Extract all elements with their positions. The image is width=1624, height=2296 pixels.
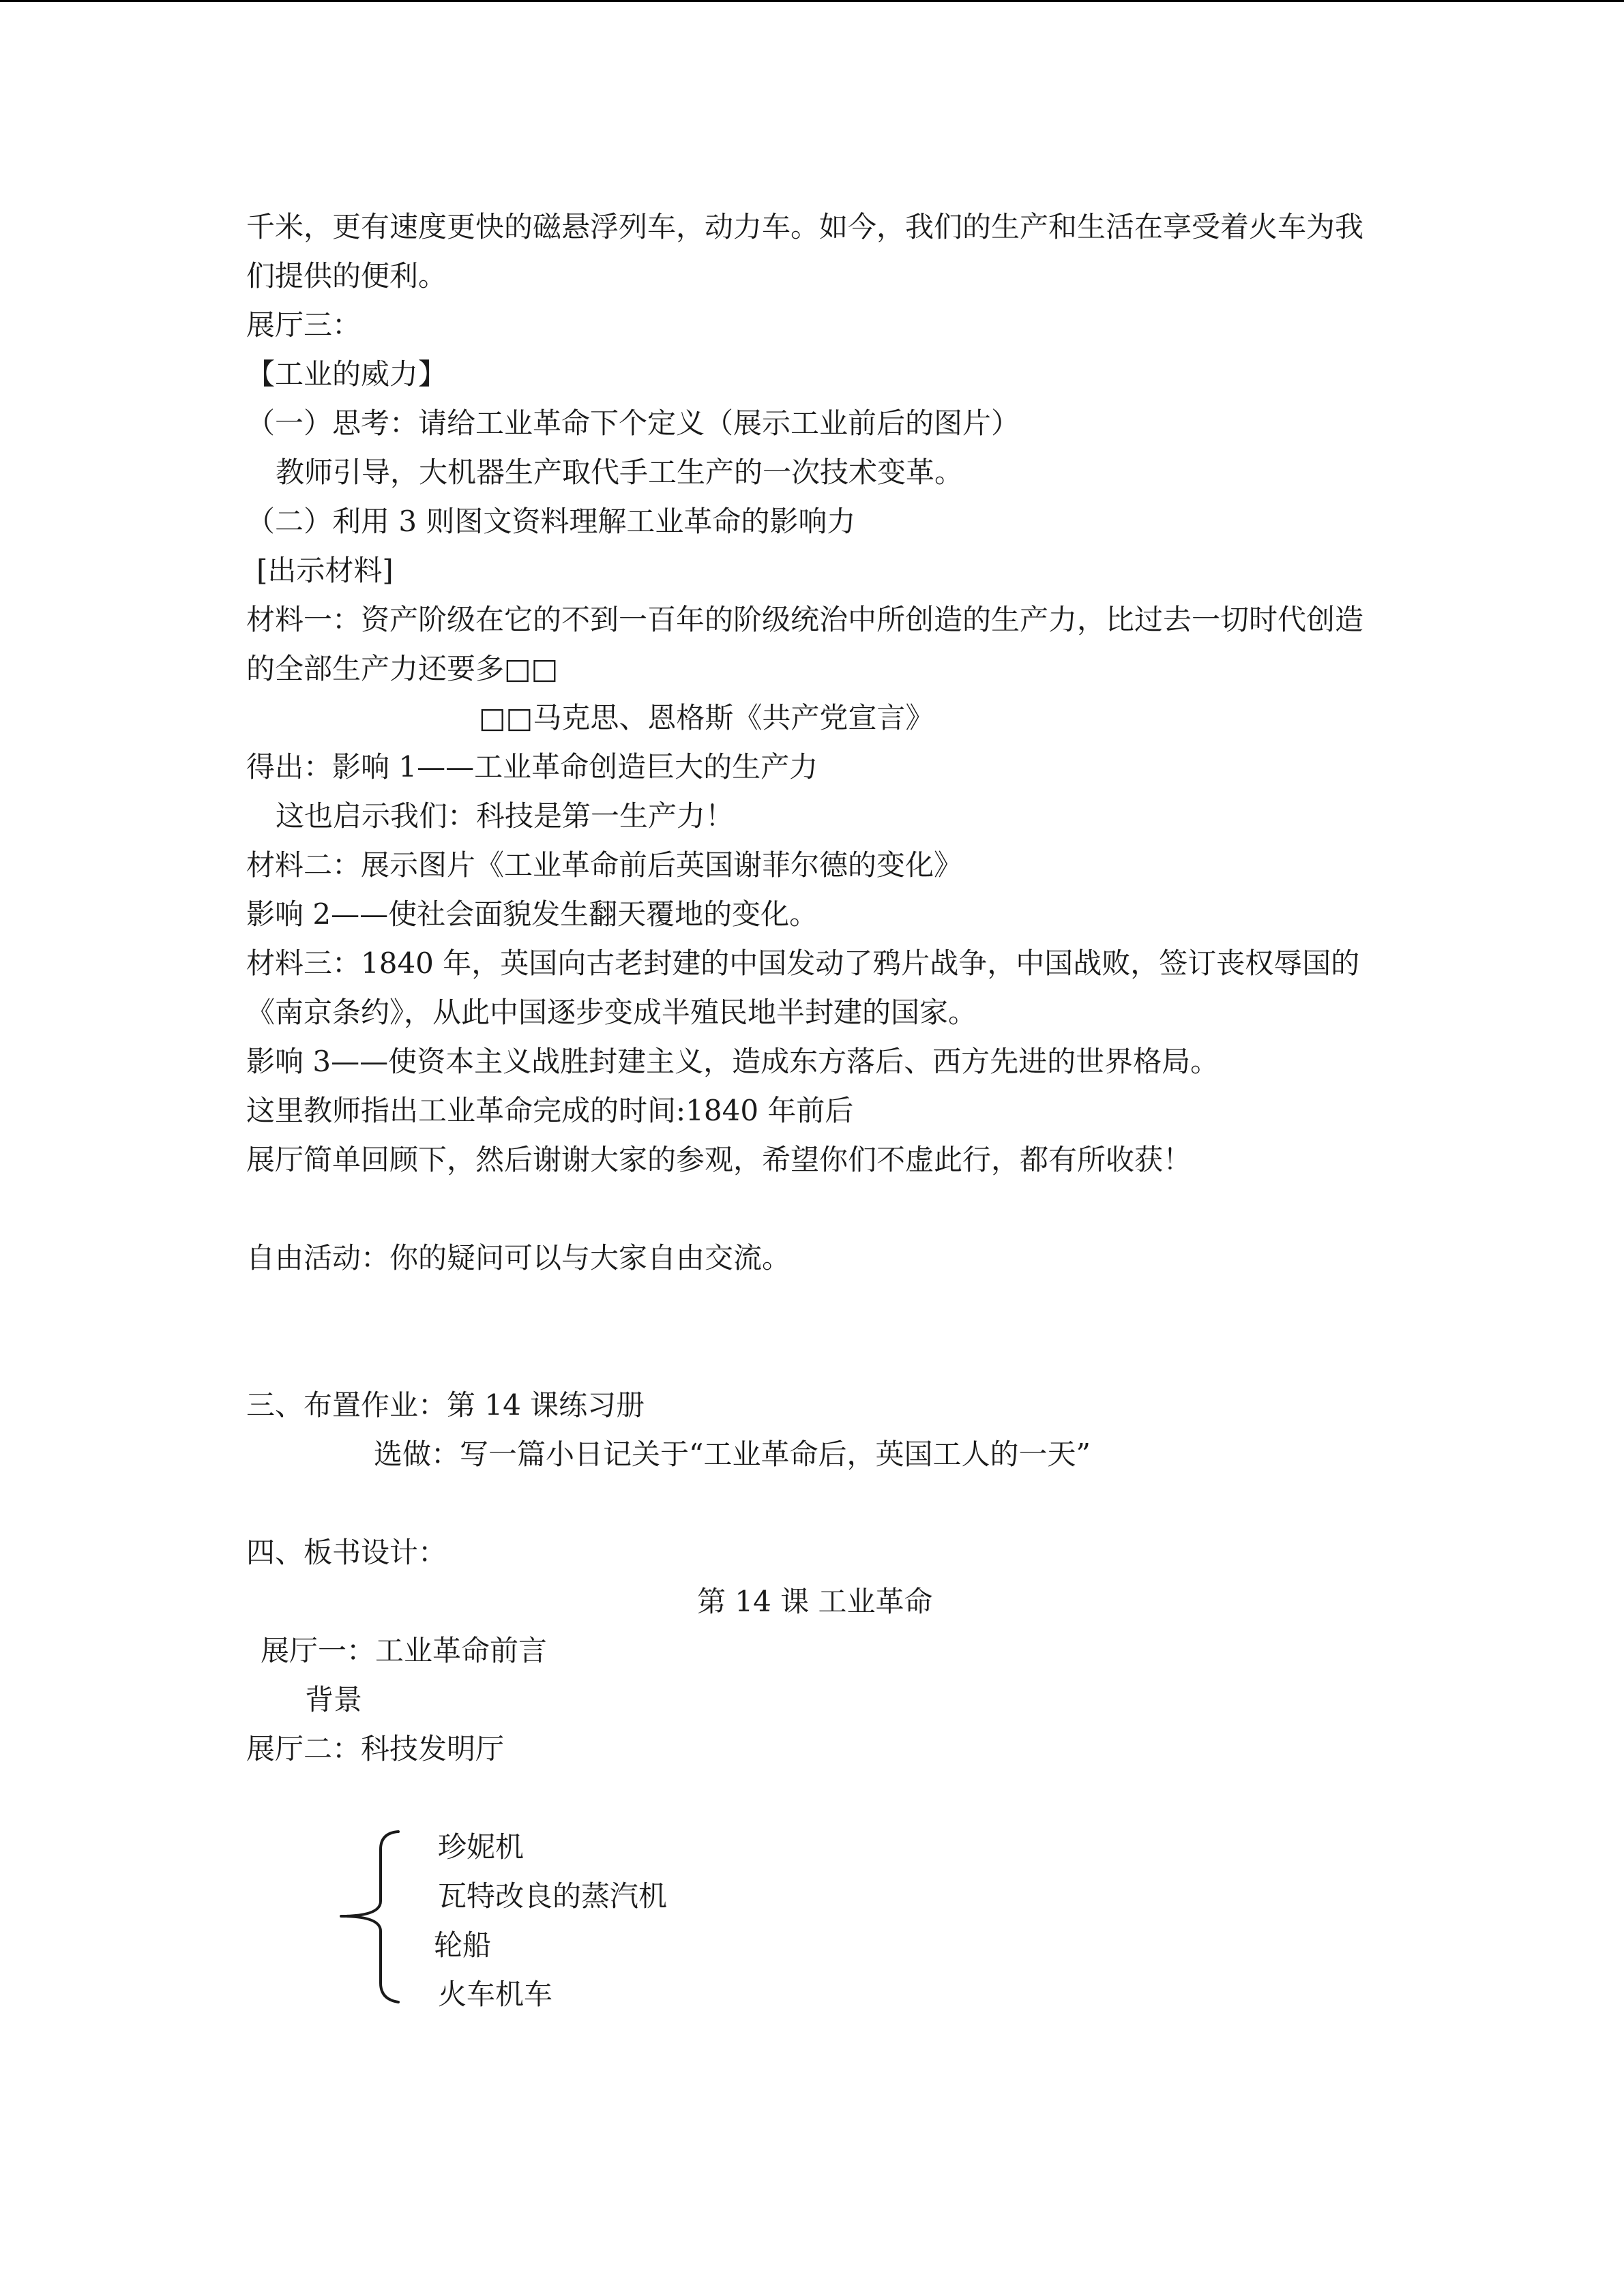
invention-item: 轮船	[434, 1928, 492, 1962]
curly-brace-icon	[334, 1821, 409, 2012]
material-three-line-2: 《南京条约》，从此中国逐步变成半殖民地半封建的国家。	[246, 996, 977, 1029]
material-one-line-2: 的全部生产力还要多□□	[246, 652, 559, 685]
hall-three-label: 展厅三：	[246, 308, 361, 342]
top-border-line	[0, 0, 1624, 2]
enlightenment-text: 这也启示我们：科技是第一生产力！	[276, 799, 735, 833]
think-question: （一）思考：请给工业革命下个定义（展示工业前后的图片）	[246, 406, 1020, 440]
teacher-guide-text: 教师引导，大机器生产取代手工生产的一次技术变革。	[276, 456, 964, 489]
review-text: 展厅简单回顾下，然后谢谢大家的参观，希望你们不虚此行，都有所收获！	[246, 1143, 1192, 1176]
use-materials-text: （二）利用 3 则图文资料理解工业革命的影响力	[246, 505, 856, 538]
board-design-title: 第 14 课 工业革命	[697, 1585, 933, 1618]
show-materials-label: [出示材料]	[256, 554, 394, 587]
homework-optional: 选做：写一篇小日记关于“工业革命后，英国工人的一天”	[374, 1437, 1091, 1471]
board-hall-one: 展厅一：工业革命前言	[261, 1634, 548, 1667]
invention-item: 火车机车	[438, 1978, 553, 2011]
free-activity-text: 自由活动：你的疑问可以与大家自由交流。	[246, 1241, 791, 1274]
invention-item: 瓦特改良的蒸汽机	[438, 1879, 668, 1913]
hall-three-title: 【工业的威力】	[246, 357, 447, 391]
invention-item: 珍妮机	[438, 1830, 525, 1864]
board-hall-two: 展厅二：科技发明厅	[246, 1732, 505, 1765]
conclusion-impact-one: 得出：影响 1——工业革命创造巨大的生产力	[246, 750, 818, 784]
homework-heading: 三、布置作业：第 14 课练习册	[246, 1388, 645, 1422]
intro-text-line-2: 们提供的便利。	[246, 259, 447, 293]
material-one-source: □□马克思、恩格斯《共产党宣言》	[479, 701, 934, 734]
intro-text-line-1: 千米，更有速度更快的磁悬浮列车，动力车。如今，我们的生产和生活在享受着火车为我	[246, 210, 1364, 243]
material-one-line-1: 材料一：资产阶级在它的不到一百年的阶级统治中所创造的生产力，比过去一切时代创造	[246, 603, 1364, 636]
spacer	[246, 1774, 1542, 1823]
spacer	[246, 1283, 1542, 1332]
impact-two-text: 影响 2——使社会面貌发生翻天覆地的变化。	[246, 897, 818, 931]
document-body	[246, 203, 1542, 2019]
completion-time-text: 这里教师指出工业革命完成的时间:1840 年前后	[246, 1094, 854, 1127]
spacer	[246, 1479, 1542, 1528]
material-three-line-1: 材料三：1840 年，英国向古老封建的中国发动了鸦片战争，中国战败，签订丧权辱国的	[246, 946, 1360, 980]
spacer	[246, 1332, 1542, 1381]
material-two-text: 材料二：展示图片《工业革命前后英国谢菲尔德的变化》	[246, 848, 963, 882]
board-background: 背景	[305, 1683, 363, 1716]
board-design-heading: 四、板书设计：	[246, 1536, 447, 1569]
spacer	[246, 1184, 1542, 1234]
brace-path	[341, 1832, 398, 2002]
impact-three-text: 影响 3——使资本主义战胜封建主义，造成东方落后、西方先进的世界格局。	[246, 1045, 1220, 1078]
